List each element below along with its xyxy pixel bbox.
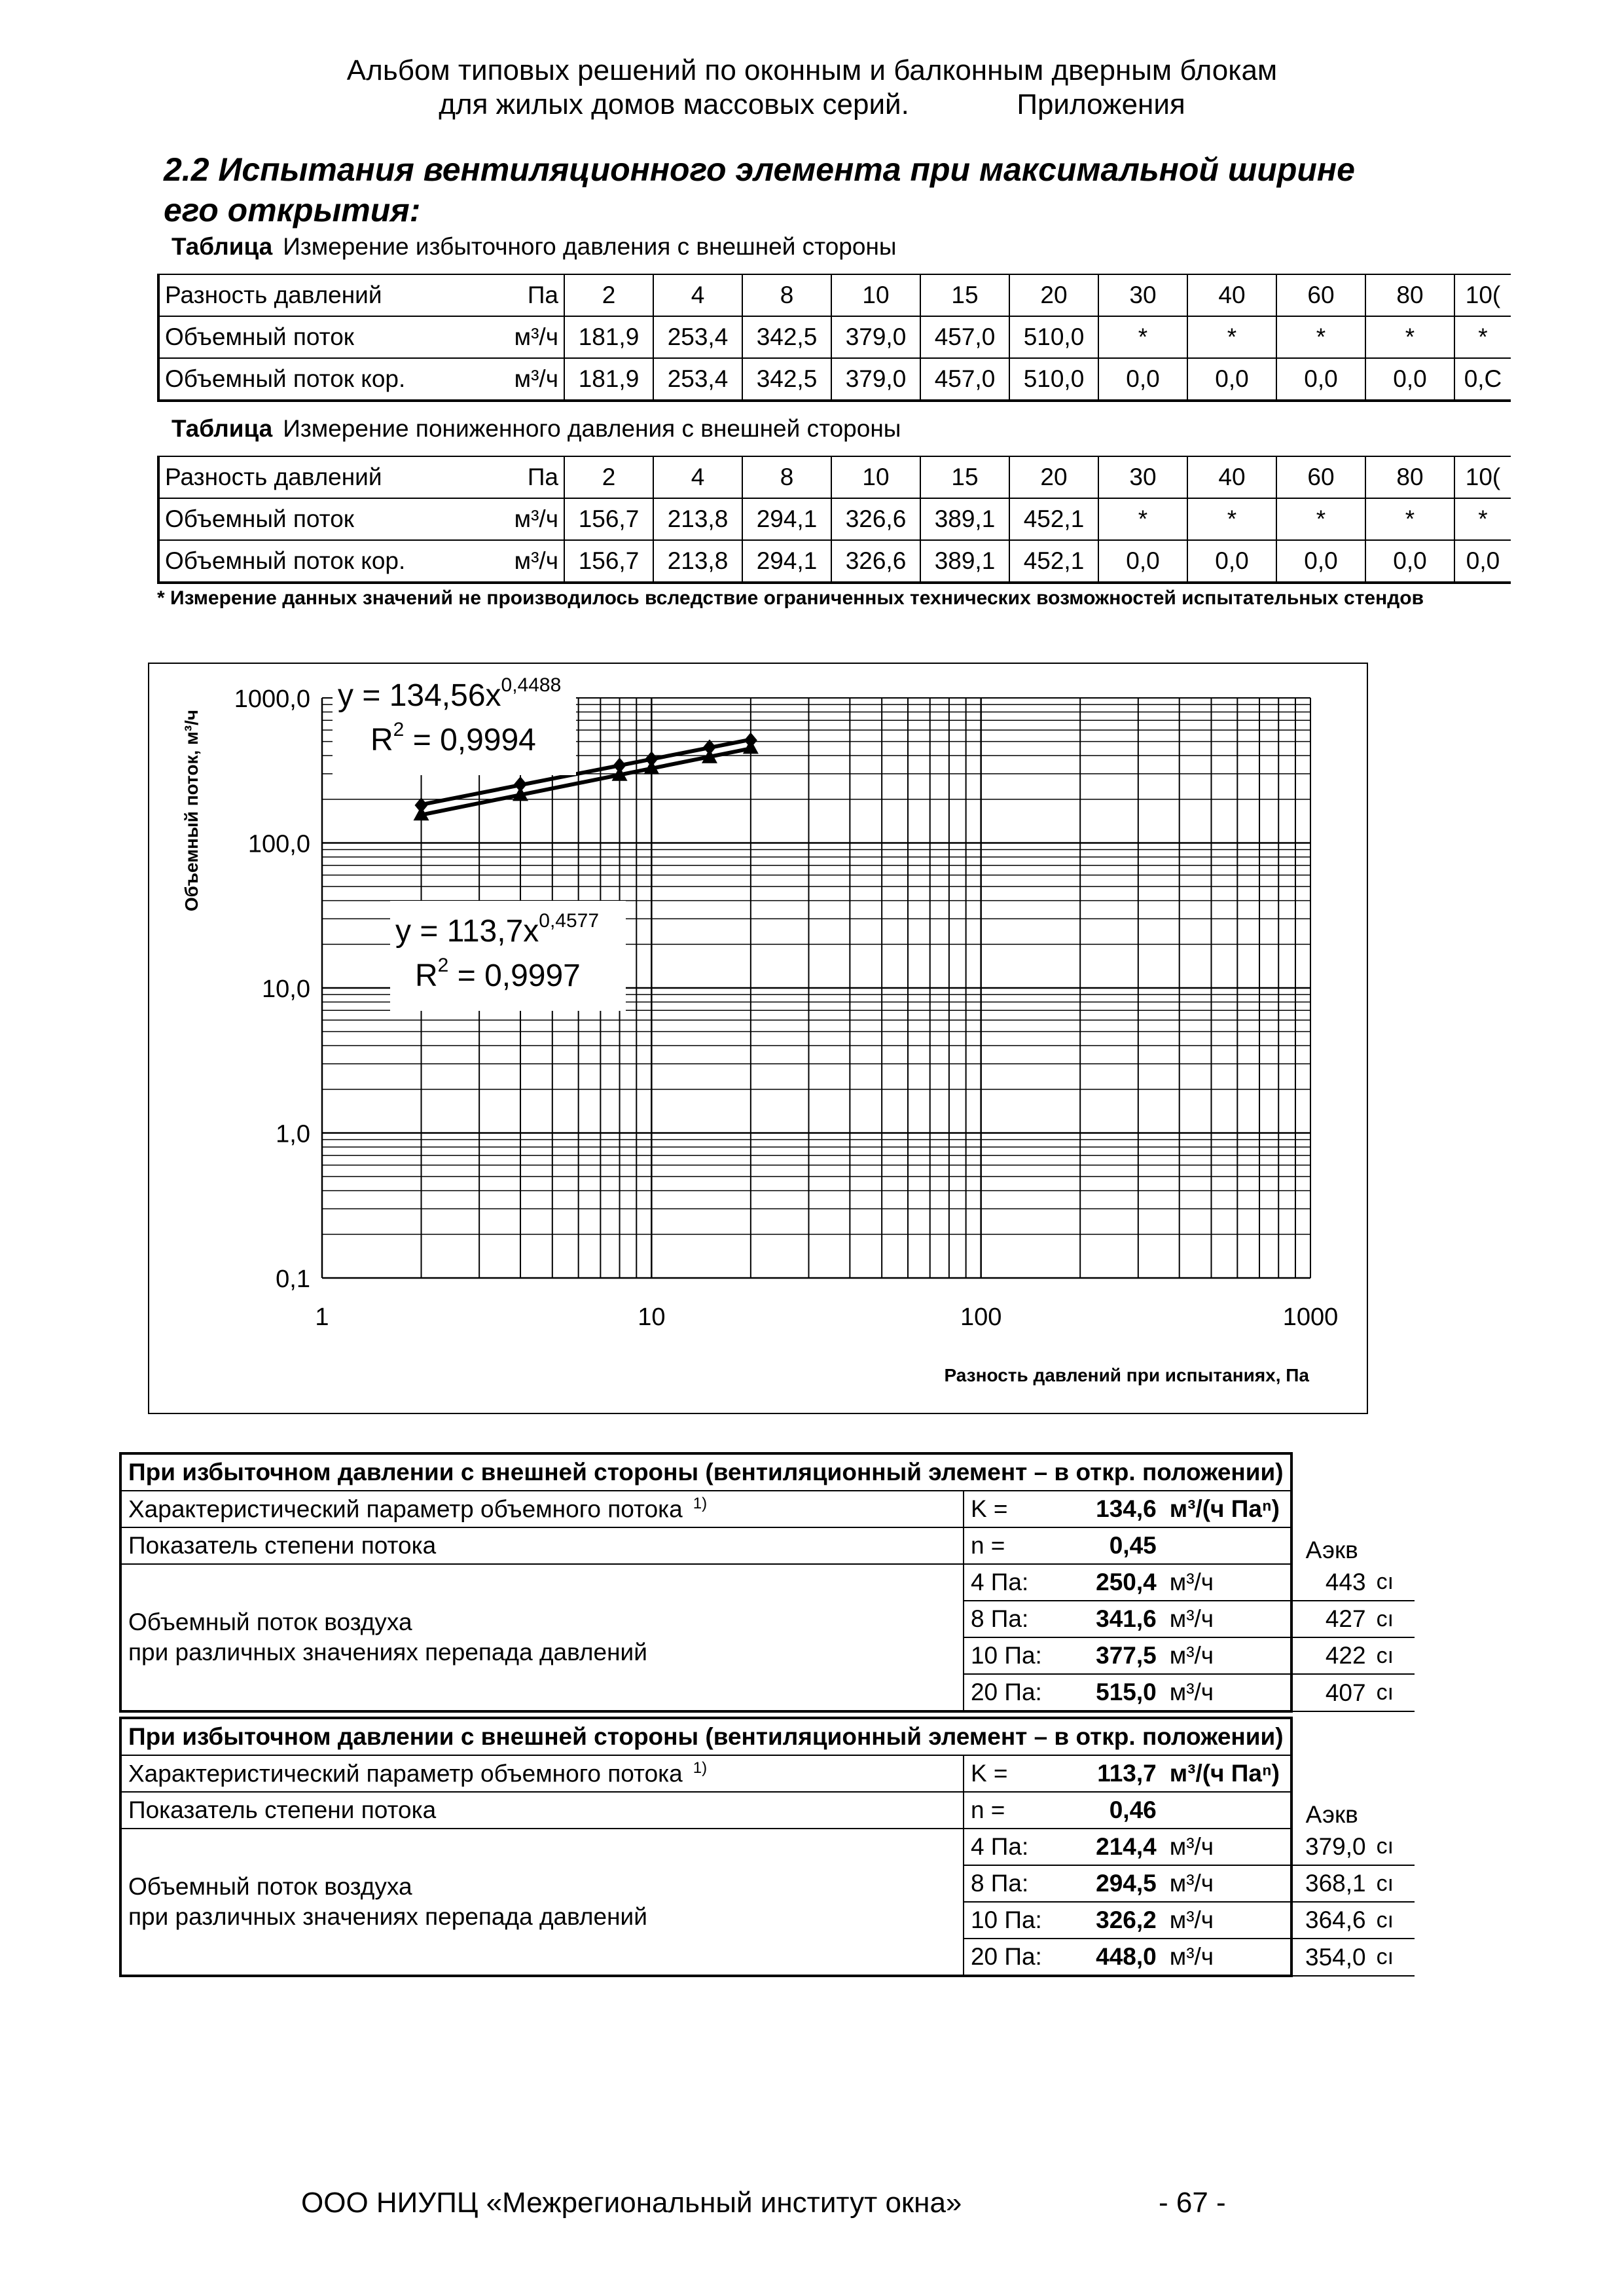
- flow-value: 515,0: [1087, 1674, 1163, 1711]
- n-label: Показатель степени потока: [120, 1527, 964, 1564]
- row-name: Объемный поток: [158, 316, 486, 358]
- row-name: Объемный поток кор.: [158, 358, 486, 401]
- table-cell: 0,0: [1187, 540, 1276, 583]
- pressure-label: 20 Па:: [964, 1939, 1087, 1976]
- table-cell: 2: [564, 274, 653, 316]
- r-squared-value: = 0,9997: [448, 958, 581, 993]
- x-tick-label: 1000: [1282, 1303, 1339, 1331]
- table-caption-label: Таблица: [171, 233, 273, 260]
- k-value: 134,6: [1087, 1491, 1163, 1527]
- aekv-value: 368,1: [1291, 1865, 1369, 1902]
- table-cell: 213,8: [653, 498, 742, 540]
- flow-value: 326,2: [1087, 1902, 1163, 1939]
- table-cell: 10(: [1454, 456, 1511, 498]
- k-symbol: K =: [964, 1491, 1087, 1527]
- table-cell: 253,4: [653, 316, 742, 358]
- n-value: 0,46: [1087, 1792, 1163, 1829]
- flow-value: 250,4: [1087, 1564, 1163, 1601]
- row-unit: Па: [486, 274, 564, 316]
- table-cell: 0,С: [1454, 358, 1511, 401]
- flow-label-line-1: Объемный поток воздуха: [128, 1609, 412, 1635]
- flow-row: [120, 1829, 1415, 1865]
- table-cell: *: [1454, 498, 1511, 540]
- pressure-label: 20 Па:: [964, 1674, 1087, 1711]
- flow-unit: м³/ч: [1163, 1564, 1291, 1601]
- y-tick-label: 1000,0: [234, 685, 310, 713]
- y-tick-label: 1,0: [276, 1120, 310, 1148]
- aekv-unit: сı: [1369, 1865, 1415, 1902]
- flow-label-line-2: при различных значениях перепада давлений: [128, 1639, 647, 1666]
- flow-unit: м³/ч: [1163, 1674, 1291, 1711]
- table-caption-label: Таблица: [171, 415, 273, 442]
- table-cell: 4: [653, 456, 742, 498]
- x-tick-label: 100: [960, 1303, 1002, 1331]
- table-cell: 389,1: [920, 540, 1009, 583]
- table-cell: *: [1187, 316, 1276, 358]
- table-cell: *: [1098, 316, 1187, 358]
- row-name: Объемный поток кор.: [158, 540, 486, 583]
- flow-unit: м³/ч: [1163, 1939, 1291, 1976]
- n-symbol: n =: [964, 1792, 1087, 1829]
- table-cell: *: [1365, 316, 1454, 358]
- aekv-unit: сı: [1369, 1829, 1415, 1865]
- table-cell: 389,1: [920, 498, 1009, 540]
- table-cell: 30: [1098, 274, 1187, 316]
- aekv-unit: сı: [1369, 1939, 1415, 1976]
- k-label: Характеристический параметр объемного потока: [128, 1760, 683, 1787]
- header-line-1: Альбом типовых решений по оконным и балконным дверным блокам: [346, 54, 1278, 86]
- y-axis-label: Объемный поток, м³/ч: [181, 709, 202, 912]
- flow-label-cell: [120, 1829, 964, 1976]
- equation-base: y = 113,7x: [395, 914, 539, 949]
- table-cell: 15: [920, 456, 1009, 498]
- results-header-row: [120, 1718, 1415, 1755]
- table-cell: 80: [1365, 456, 1454, 498]
- y-tick-label: 0,1: [276, 1266, 310, 1293]
- flow-unit: м³/ч: [1163, 1601, 1291, 1637]
- table-cell: 342,5: [742, 316, 831, 358]
- table-cell: 15: [920, 274, 1009, 316]
- flow-value: 448,0: [1087, 1939, 1163, 1976]
- table-cell: 20: [1009, 274, 1098, 316]
- r-squared-label: R: [370, 723, 393, 757]
- table-cell: 342,5: [742, 358, 831, 401]
- flow-value: 377,5: [1087, 1637, 1163, 1674]
- table-cell: 452,1: [1009, 540, 1098, 583]
- table-cell: 326,6: [831, 540, 920, 583]
- n-label: Показатель степени потока: [120, 1792, 964, 1829]
- table-cell: 0,0: [1454, 540, 1511, 583]
- n-symbol: n =: [964, 1527, 1087, 1564]
- table-cell: 213,8: [653, 540, 742, 583]
- table-cell: 20: [1009, 456, 1098, 498]
- y-tick-label: 10,0: [262, 975, 310, 1003]
- table-cell: 326,6: [831, 498, 920, 540]
- section-title: 2.2 Испытания вентиляционного элемента при максимальной ширине его открытия:: [164, 151, 1355, 228]
- equation-exponent: 0,4577: [539, 910, 600, 932]
- aekv-label: [1291, 1792, 1415, 1829]
- r-squared-exponent: 2: [437, 955, 449, 976]
- table-cell: 10: [831, 274, 920, 316]
- footnote-ref: 1): [693, 1495, 708, 1513]
- footnote: * Измерение данных значений не производилось вследствие ограниченных технических возможностей испытательных стендов: [157, 587, 1424, 609]
- results-header: При избыточном давлении с внешней стороны (вентиляционный элемент – в откр. положении): [120, 1718, 1291, 1755]
- pressure-label: 10 Па:: [964, 1902, 1087, 1939]
- table-cell: 156,7: [564, 498, 653, 540]
- aekv-unit: сı: [1369, 1674, 1415, 1711]
- table-cell: 30: [1098, 456, 1187, 498]
- table-cell: 40: [1187, 274, 1276, 316]
- table-cell: *: [1187, 498, 1276, 540]
- n-row: [120, 1527, 1415, 1564]
- pressure-label: 8 Па:: [964, 1865, 1087, 1902]
- aekv-unit: сı: [1369, 1902, 1415, 1939]
- r-squared-exponent: 2: [393, 719, 405, 740]
- table-cell: 253,4: [653, 358, 742, 401]
- flow-unit: м³/ч: [1163, 1829, 1291, 1865]
- pressure-label: 4 Па:: [964, 1829, 1087, 1865]
- aekv-value: 354,0: [1291, 1939, 1369, 1976]
- r-squared-label: R: [415, 958, 438, 993]
- flow-row: [120, 1564, 1415, 1601]
- k-label-cell: [120, 1491, 964, 1527]
- k-row: [120, 1491, 1415, 1527]
- regression-annotation: [390, 901, 626, 1011]
- table-cell: *: [1276, 316, 1365, 358]
- page-number: - 67 -: [1159, 2187, 1226, 2219]
- table-cell: 60: [1276, 456, 1365, 498]
- row-unit: м³/ч: [486, 498, 564, 540]
- table-cell: 10: [831, 456, 920, 498]
- table-cell: 181,9: [564, 316, 653, 358]
- x-tick-label: 1: [315, 1303, 329, 1331]
- aekv-label: [1291, 1527, 1415, 1564]
- table-cell: 181,9: [564, 358, 653, 401]
- results-table-1: [119, 1452, 1415, 1713]
- aekv-value: 407: [1291, 1674, 1369, 1711]
- pressure-label: 4 Па:: [964, 1564, 1087, 1601]
- row-unit: м³/ч: [486, 358, 564, 401]
- footnote-ref: 1): [693, 1759, 708, 1777]
- k-value: 113,7: [1087, 1755, 1163, 1792]
- table-cell: 40: [1187, 456, 1276, 498]
- equation-base: y = 134,56x: [338, 678, 501, 713]
- table-cell: 0,0: [1187, 358, 1276, 401]
- table-cell: 0,0: [1365, 358, 1454, 401]
- k-label: Характеристический параметр объемного потока: [128, 1495, 683, 1523]
- header-appendix: Приложения: [1017, 88, 1185, 120]
- row-unit: м³/ч: [486, 316, 564, 358]
- results-header-row: [120, 1453, 1415, 1491]
- flow-label-cell: [120, 1564, 964, 1711]
- flow-unit: м³/ч: [1163, 1637, 1291, 1674]
- row-unit: м³/ч: [486, 540, 564, 583]
- table-cell: 80: [1365, 274, 1454, 316]
- flow-label-line-2: при различных значениях перепада давлений: [128, 1903, 647, 1930]
- flow-value: 294,5: [1087, 1865, 1163, 1902]
- table-cell: *: [1276, 498, 1365, 540]
- table-cell: 294,1: [742, 540, 831, 583]
- table-caption-text: Измерение пониженного давления с внешней стороны: [283, 415, 901, 442]
- aekv-value: 364,6: [1291, 1902, 1369, 1939]
- table-cell: 0,0: [1365, 540, 1454, 583]
- table-cell: 510,0: [1009, 316, 1098, 358]
- x-axis-label: Разность давлений при испытаниях, Па: [944, 1365, 1309, 1385]
- table-cell: 457,0: [920, 358, 1009, 401]
- flow-value: 341,6: [1087, 1601, 1163, 1637]
- table-cell: *: [1365, 498, 1454, 540]
- regression-annotation: [333, 665, 576, 775]
- flow-unit: м³/ч: [1163, 1865, 1291, 1902]
- aekv-value: 422: [1291, 1637, 1369, 1674]
- n-value: 0,45: [1087, 1527, 1163, 1564]
- flow-value: 214,4: [1087, 1829, 1163, 1865]
- results-header: При избыточном давлении с внешней стороны (вентиляционный элемент – в откр. положении): [120, 1453, 1291, 1491]
- aekv-text: Аэкв: [1305, 1537, 1358, 1563]
- header-series: для жилых домов массовых серий.: [439, 88, 909, 120]
- row-name: Разность давлений: [158, 456, 486, 498]
- flow-label-line-1: Объемный поток воздуха: [128, 1873, 412, 1900]
- aekv-text: Аэкв: [1305, 1801, 1358, 1828]
- aekv-unit: сı: [1369, 1564, 1415, 1601]
- table-cell: 8: [742, 274, 831, 316]
- aekv-value: 427: [1291, 1601, 1369, 1637]
- x-tick-label: 10: [638, 1303, 666, 1331]
- k-symbol: K =: [964, 1755, 1087, 1792]
- table-cell: 10(: [1454, 274, 1511, 316]
- footer-organization: ООО НИУПЦ «Межрегиональный институт окна»: [301, 2187, 962, 2219]
- table-cell: 0,0: [1098, 540, 1187, 583]
- aekv-value: 443: [1291, 1564, 1369, 1601]
- y-tick-label: 100,0: [247, 830, 310, 858]
- aekv-value: 379,0: [1291, 1829, 1369, 1865]
- k-unit: м³/(ч Паⁿ): [1163, 1491, 1291, 1527]
- aekv-unit: сı: [1369, 1637, 1415, 1674]
- row-unit: Па: [486, 456, 564, 498]
- table-cell: 510,0: [1009, 358, 1098, 401]
- table-caption-text: Измерение избыточного давления с внешней стороны: [283, 233, 897, 260]
- table-cell: 457,0: [920, 316, 1009, 358]
- table-cell: *: [1454, 316, 1511, 358]
- row-name: Разность давлений: [158, 274, 486, 316]
- k-unit: м³/(ч Паⁿ): [1163, 1755, 1291, 1792]
- table-cell: *: [1098, 498, 1187, 540]
- table-cell: 294,1: [742, 498, 831, 540]
- aekv-unit: сı: [1369, 1601, 1415, 1637]
- table-cell: 0,0: [1098, 358, 1187, 401]
- table-cell: 4: [653, 274, 742, 316]
- table-cell: 0,0: [1276, 540, 1365, 583]
- table-cell: 0,0: [1276, 358, 1365, 401]
- pressure-label: 8 Па:: [964, 1601, 1087, 1637]
- table-cell: 379,0: [831, 358, 920, 401]
- results-table-2: [119, 1717, 1415, 1977]
- flow-unit: м³/ч: [1163, 1902, 1291, 1939]
- table-cell: 156,7: [564, 540, 653, 583]
- n-row: [120, 1792, 1415, 1829]
- r-squared-value: = 0,9994: [404, 723, 536, 757]
- pressure-label: 10 Па:: [964, 1637, 1087, 1674]
- table-cell: 8: [742, 456, 831, 498]
- k-label-cell: [120, 1755, 964, 1792]
- table-cell: 2: [564, 456, 653, 498]
- k-row: [120, 1755, 1415, 1792]
- table-cell: 452,1: [1009, 498, 1098, 540]
- table-cell: 60: [1276, 274, 1365, 316]
- row-name: Объемный поток: [158, 498, 486, 540]
- equation-exponent: 0,4488: [501, 674, 562, 696]
- table-cell: 379,0: [831, 316, 920, 358]
